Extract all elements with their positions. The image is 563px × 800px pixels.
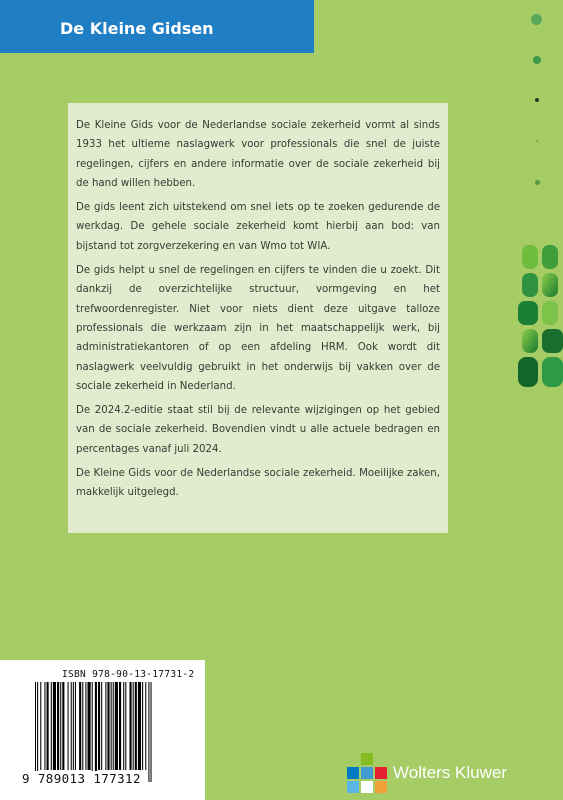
decor-dot [531, 14, 542, 25]
barcode-image [35, 682, 195, 782]
barcode-bar [105, 682, 106, 770]
wolters-kluwer-logo-icon [347, 753, 387, 793]
ean-digits: 9 789013 177312 [22, 771, 141, 786]
decorative-pattern [518, 245, 563, 390]
barcode-bar [60, 682, 61, 770]
barcode-bar [107, 682, 109, 770]
barcode-bar [75, 682, 76, 770]
decor-dot [536, 140, 538, 142]
barcode-bar [40, 682, 41, 770]
barcode-bar [142, 682, 143, 770]
barcode-bar [98, 682, 100, 770]
description-paragraph: De 2024.2-editie staat stil bij de relevante wijzigingen op het gebied van de sociale zekerheid. Bovendien vindt u alle actuele bedragen en percentages vanaf juli 2024. [76, 405, 440, 455]
barcode-bar [79, 682, 81, 770]
series-title: De Kleine Gidsen [60, 19, 214, 38]
barcode-bar [68, 682, 69, 770]
barcode-bar [51, 682, 52, 770]
barcode-bar [115, 682, 118, 770]
description-panel [68, 103, 448, 533]
barcode-bar [113, 682, 114, 770]
barcode-bar [71, 682, 72, 770]
barcode-bar [111, 682, 112, 770]
barcode-bar [47, 682, 49, 770]
description-paragraph: De Kleine Gids voor de Nederlandse sociale zekerheid. Moeilijke zaken, makkelijk uitgelegd. [76, 468, 440, 499]
barcode-bar [57, 682, 59, 770]
description-paragraph: De gids helpt u snel de regelingen en cijfers te vinden die u zoekt. Dit dankzij de overzichtelijke structuur, vormgeving en het trefwoordenregister. Niet voor niets dient deze uitgave talloze professionals die werkzaam zijn in het maatschappelijk werk, bij administratiekantoren of op een afdeling HRM. Ook wordt dit naslagwerk veelvuldig gebruikt in het onderwijs bij vakken over de sociale zekerheid in Nederland. [76, 265, 440, 392]
barcode-bar [44, 682, 45, 770]
publisher-name: Wolters Kluwer [393, 763, 507, 782]
barcode-bar [135, 682, 137, 770]
barcode-bar [95, 682, 97, 782]
barcode-bar [148, 682, 149, 782]
barcode-bar [130, 682, 132, 770]
barcode-bar [53, 682, 56, 770]
barcode-bar [119, 682, 121, 770]
barcode-bar [62, 682, 64, 770]
decor-dot [533, 56, 541, 64]
barcode-bar [73, 682, 74, 770]
barcode-bar [37, 682, 38, 782]
description-paragraph: De gids leent zich uitstekend om snel iets op te zoeken gedurende de werkdag. De gehele sociale zekerheid komt hierbij aan bod: van bijstand tot zorgverzekering en van Wmo tot WIA. [76, 202, 440, 252]
barcode-bar [151, 682, 152, 782]
barcode-bar [145, 682, 146, 770]
description-paragraph: De Kleine Gids voor de Nederlandse sociale zekerheid vormt al sinds 1933 het ultieme naslagwerk voor professionals die snel de juiste regelingen, cijfers en andere informatie over de sociale zekerheid bij de hand willen hebben. [76, 120, 440, 189]
barcode-bar [138, 682, 141, 770]
isbn-label: ISBN 978-90-13-17731-2 [62, 669, 195, 680]
decor-dot [535, 98, 539, 102]
barcode-bar [133, 682, 134, 770]
barcode-bar [88, 682, 91, 770]
decor-dot [535, 180, 540, 185]
barcode-bar [85, 682, 86, 770]
barcode-bar [82, 682, 83, 770]
barcode-bar [35, 682, 36, 782]
barcode-bar [101, 682, 102, 770]
barcode-bar [125, 682, 126, 770]
barcode-bar [123, 682, 124, 770]
barcode-bar [92, 682, 93, 782]
